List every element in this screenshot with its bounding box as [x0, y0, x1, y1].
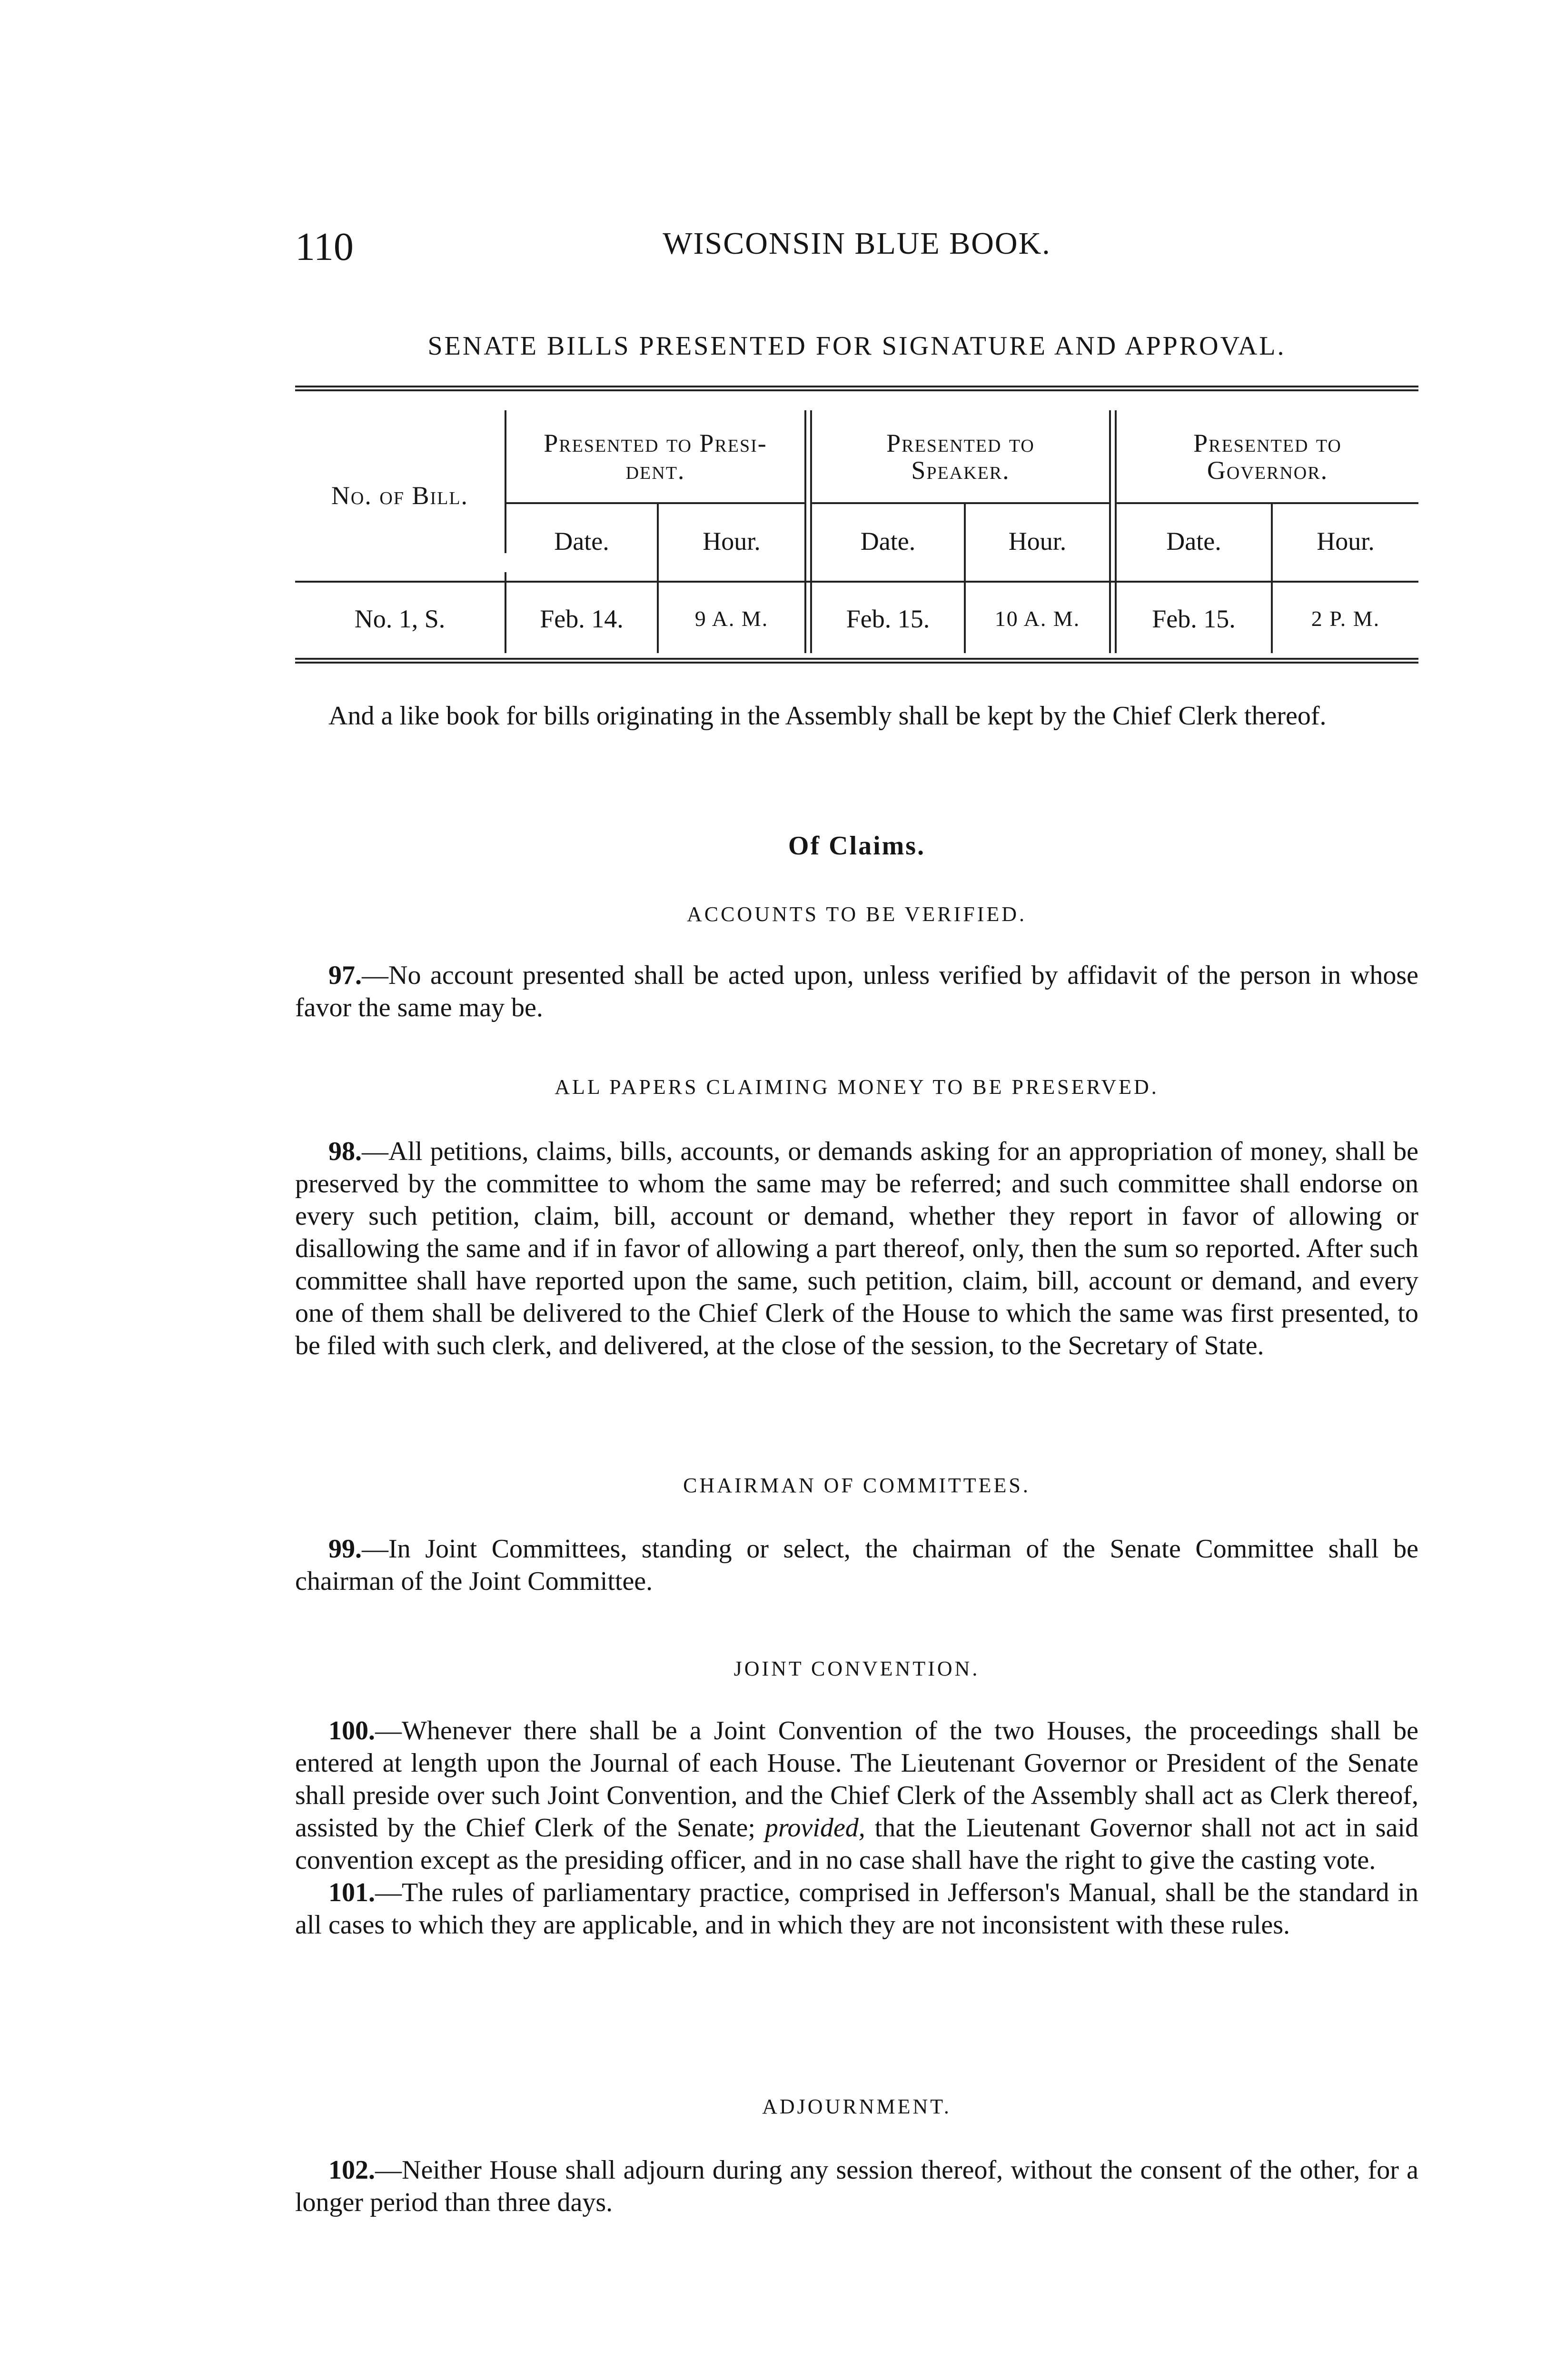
table-top-rule — [295, 386, 1418, 391]
rule-number: 102. — [328, 2155, 375, 2185]
group-label: Presented to — [886, 429, 1035, 458]
rule-paragraph — [295, 1135, 1418, 1362]
group-label: Presented to Presi- — [544, 429, 767, 458]
cell-hour: 10 A. M. — [994, 606, 1080, 631]
group-rule — [505, 502, 804, 504]
page-number: 110 — [295, 225, 354, 269]
col-divider — [1109, 410, 1111, 653]
rule-text: —No account presented shall be acted upon, unless verified by affidavit of the person in whose favor the same may be. — [295, 961, 1418, 1022]
subhead-hour: Hour. — [1008, 527, 1067, 556]
group-rule — [810, 502, 1109, 504]
subhead-hour: Hour. — [1317, 527, 1375, 556]
bills-table — [295, 386, 1418, 681]
rule-number: 99. — [328, 1534, 362, 1564]
rule-number: 101. — [328, 1878, 375, 1907]
cell-hour: 2 P. M. — [1311, 606, 1380, 631]
paragraph-text: And a like book for bills originating in the Assembly shall be kept by the Chief Clerk thereof. — [328, 701, 1327, 731]
group-label: Presented to — [1193, 429, 1342, 458]
rule-heading: ADJOURNMENT. — [762, 2095, 951, 2118]
intro-paragraph — [295, 700, 1418, 732]
table-caption: SENATE BILLS PRESENTED FOR SIGNATURE AND APPROVAL. — [427, 331, 1286, 361]
rule-98 — [295, 1135, 1418, 1362]
rule-paragraph — [295, 959, 1418, 1024]
section-title: Of Claims. — [788, 831, 926, 861]
rule-heading: ALL PAPERS CLAIMING MONEY TO BE PRESERVED. — [555, 1075, 1159, 1099]
rule-paragraph — [295, 1876, 1418, 1941]
rule-number: 100. — [328, 1716, 375, 1745]
col-header-bill: No. of Bill. — [331, 481, 469, 510]
rule-text: —Whenever there shall be a Joint Convention of the two Houses, the proceedings shall be entered at length upon the Journal of each House. The Lieutenant Governor or President of the Senate shall preside over such Joint Convention, and the Chief Clerk of the Assembly shall act as Clerk thereof, assisted by the Chief Clerk of the Senate; — [295, 1716, 1418, 1843]
rule-text: that the Lieutenant Governor shall not act in said convention except as the presiding officer, and in no case shall have the right to give the casting vote. — [295, 1813, 1418, 1875]
rule-99 — [295, 1533, 1418, 1597]
col-group-governor — [1117, 414, 1418, 500]
cell-hour: 9 A. M. — [694, 606, 769, 631]
col-group-president — [506, 414, 804, 500]
rule-text: —All petitions, claims, bills, accounts, or demands asking for an appropriation of money, shall be preserved by the committee to whom the same may be referred; and such committee shall endorse on every such petition, claim, bill, account or demand, whether they report in favor of allowing or disallowing the same and if in favor of allowing a part thereof, only, then the sum so reported. After such committee shall have reported upon the same, such petition, claim, bill, account or demand, and every one of them shall be delivered to the Chief Clerk of the House to which the same was first presented, to be filed with such clerk, and delivered, at the close of the session, to the Secretary of State. — [295, 1137, 1418, 1360]
rule-heading: ACCOUNTS TO BE VERIFIED. — [686, 902, 1027, 926]
group-label: Governor. — [1207, 456, 1328, 485]
running-title: WISCONSIN BLUE BOOK. — [663, 226, 1051, 261]
subhead-date: Date. — [1166, 527, 1221, 556]
header-rule — [295, 581, 1418, 583]
rule-heading: JOINT CONVENTION. — [733, 1657, 980, 1680]
subhead-date: Date. — [860, 527, 916, 556]
subhead-date: Date. — [554, 527, 609, 556]
rule-text: —In Joint Committees, standing or select, the chairman of the Senate Committee shall be chairman of the Joint Committee. — [295, 1534, 1418, 1596]
group-label: dent. — [625, 456, 685, 485]
table-bottom-rule — [295, 658, 1418, 664]
rule-97 — [295, 959, 1418, 1024]
cell-date: Feb. 15. — [846, 604, 930, 633]
rule-paragraph — [295, 2154, 1418, 2219]
rule-number: 97. — [328, 961, 362, 990]
page-header — [295, 224, 1418, 276]
subhead-hour: Hour. — [703, 527, 761, 556]
col-group-speaker — [812, 414, 1109, 500]
col-divider — [804, 410, 806, 653]
cell-bill-number: No. 1, S. — [354, 604, 446, 633]
cell-date: Feb. 15. — [1152, 604, 1236, 633]
rule-number: 98. — [328, 1137, 362, 1166]
rule-paragraph — [295, 1533, 1418, 1597]
rule-emphasis: provided, — [764, 1813, 865, 1843]
rule-text: —Neither House shall adjourn during any session thereof, without the consent of the other, for a longer period than three days. — [295, 2155, 1418, 2217]
rule-100 — [295, 1715, 1418, 1941]
rule-paragraph — [295, 1715, 1418, 1876]
rule-102 — [295, 2154, 1418, 2219]
rule-text: —The rules of parliamentary practice, comprised in Jefferson's Manual, shall be the standard in all cases to which they are applicable, and in which they are not inconsistent with these rules. — [295, 1878, 1418, 1940]
cell-date: Feb. 14. — [540, 604, 624, 633]
rule-heading: CHAIRMAN OF COMMITTEES. — [683, 1474, 1031, 1497]
group-rule — [1115, 502, 1418, 504]
group-label: Speaker. — [911, 456, 1010, 485]
